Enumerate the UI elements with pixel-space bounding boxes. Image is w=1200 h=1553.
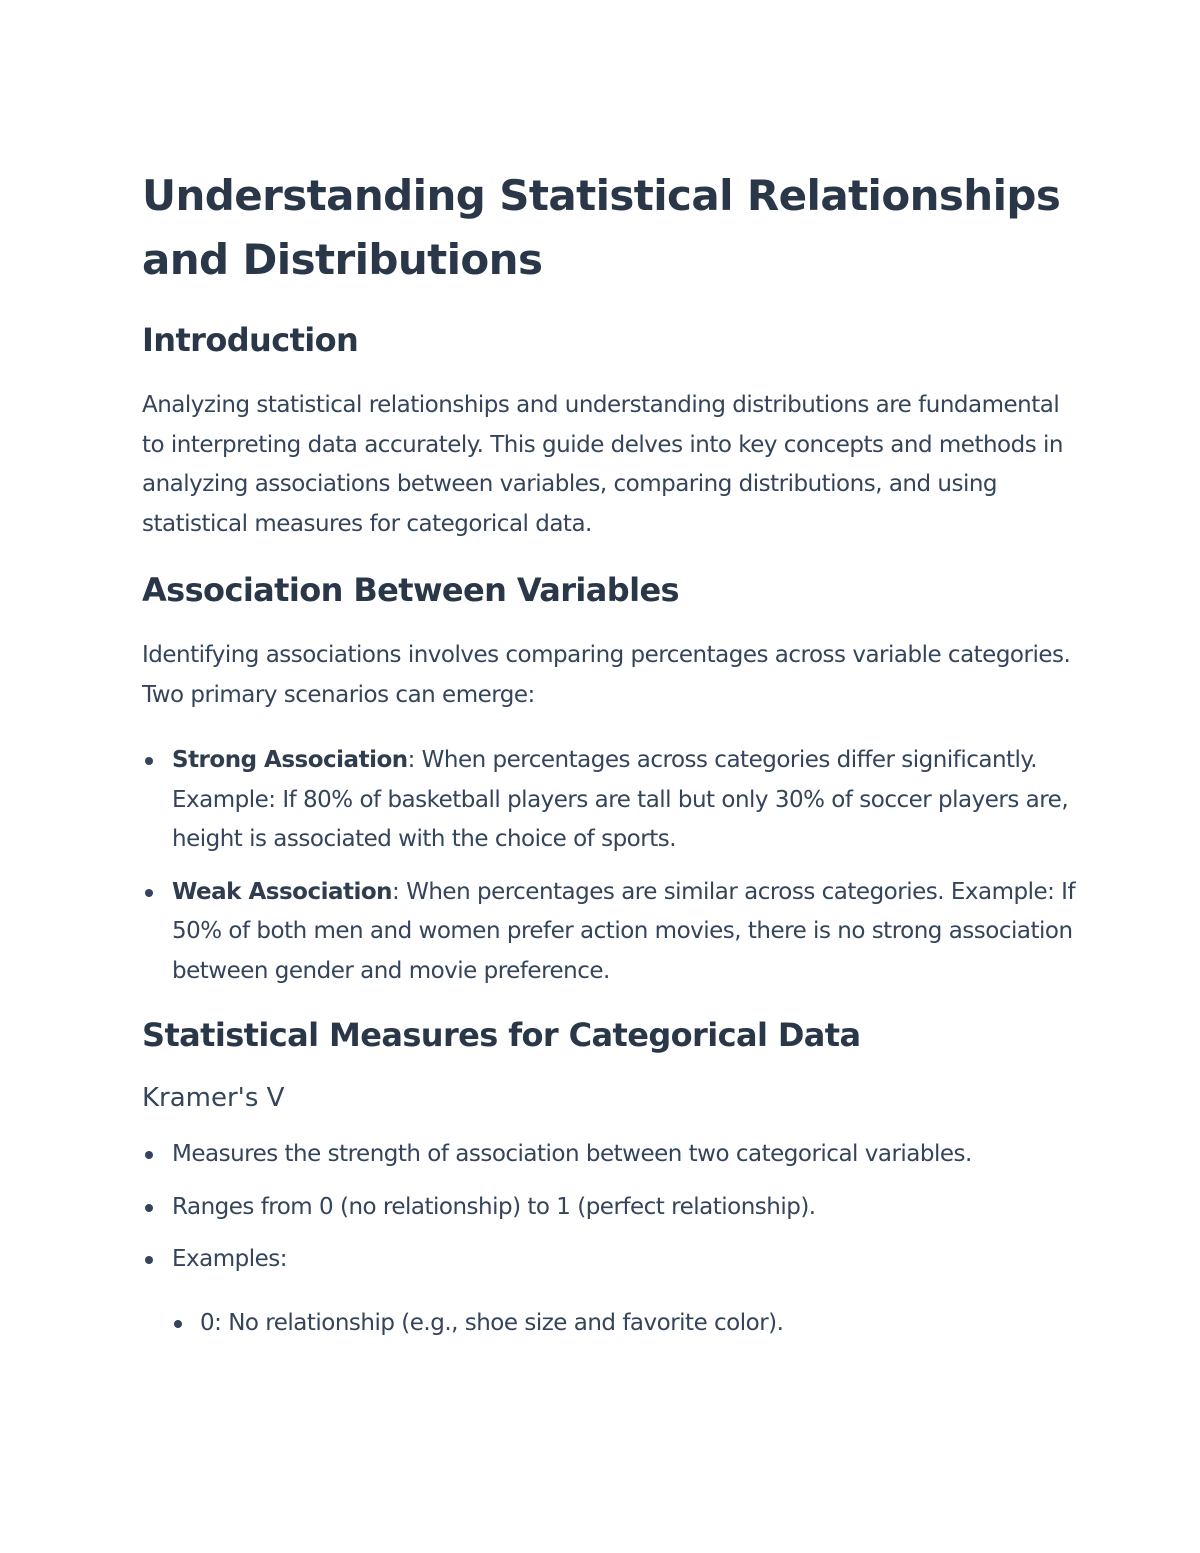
examples-list xyxy=(142,1304,1077,1344)
bullet-icon xyxy=(145,889,153,897)
association-paragraph: Identifying associations involves comparing percentages across variable categories. Two primary scenarios can emerge: xyxy=(142,642,1071,708)
bullet-icon xyxy=(145,757,153,765)
list-item-text: Ranges from 0 (no relationship) to 1 (perfect relationship). xyxy=(172,1193,816,1220)
list-item-strong-association xyxy=(142,741,1077,860)
term-weak-association: Weak Association xyxy=(172,878,393,905)
term-strong-association: Strong Association xyxy=(172,747,408,773)
list-item-text: Measures the strength of association between two categorical variables. xyxy=(172,1141,972,1167)
document-page xyxy=(142,164,1077,1356)
list-item-text: Examples: xyxy=(172,1246,288,1272)
bullet-icon xyxy=(145,1151,153,1159)
list-item xyxy=(142,1304,1077,1344)
weak-association-text: : When percentages are similar across categories. Example: If 50% of both men and women prefer action movies, there is no strong association between gender and movie preference. xyxy=(172,878,1076,984)
section-heading-introduction: Introduction xyxy=(142,321,359,359)
list-item xyxy=(142,1240,1077,1280)
section-heading-association: Association Between Variables xyxy=(142,571,680,609)
list-item-text: 0: No relationship (e.g., shoe size and favorite color). xyxy=(200,1309,784,1336)
kramers-v-list xyxy=(142,1135,1077,1280)
association-list xyxy=(142,741,1077,991)
introduction-paragraph: Analyzing statistical relationships and understanding distributions are fundamental to interpreting data accurately. This guide delves into key concepts and methods in analyzing associations between variables, comparing distributions, and using statistical measures for categorical data. xyxy=(142,392,1063,537)
bullet-icon xyxy=(174,1320,182,1328)
subheading-kramers-v: Kramer's V xyxy=(142,1083,285,1113)
section-heading-measures: Statistical Measures for Categorical Data xyxy=(142,1016,861,1054)
bullet-icon xyxy=(145,1204,153,1212)
list-item xyxy=(142,1188,1077,1228)
list-item xyxy=(142,1135,1077,1175)
bullet-icon xyxy=(145,1256,153,1264)
document-title: Understanding Statistical Relationships and Distributions xyxy=(142,171,1061,284)
strong-association-text: : When percentages across categories differ significantly. Example: If 80% of basketball players are tall but only 30% of soccer players are, height is associated with the choice of sports. xyxy=(172,747,1069,852)
list-item-weak-association xyxy=(142,873,1077,992)
